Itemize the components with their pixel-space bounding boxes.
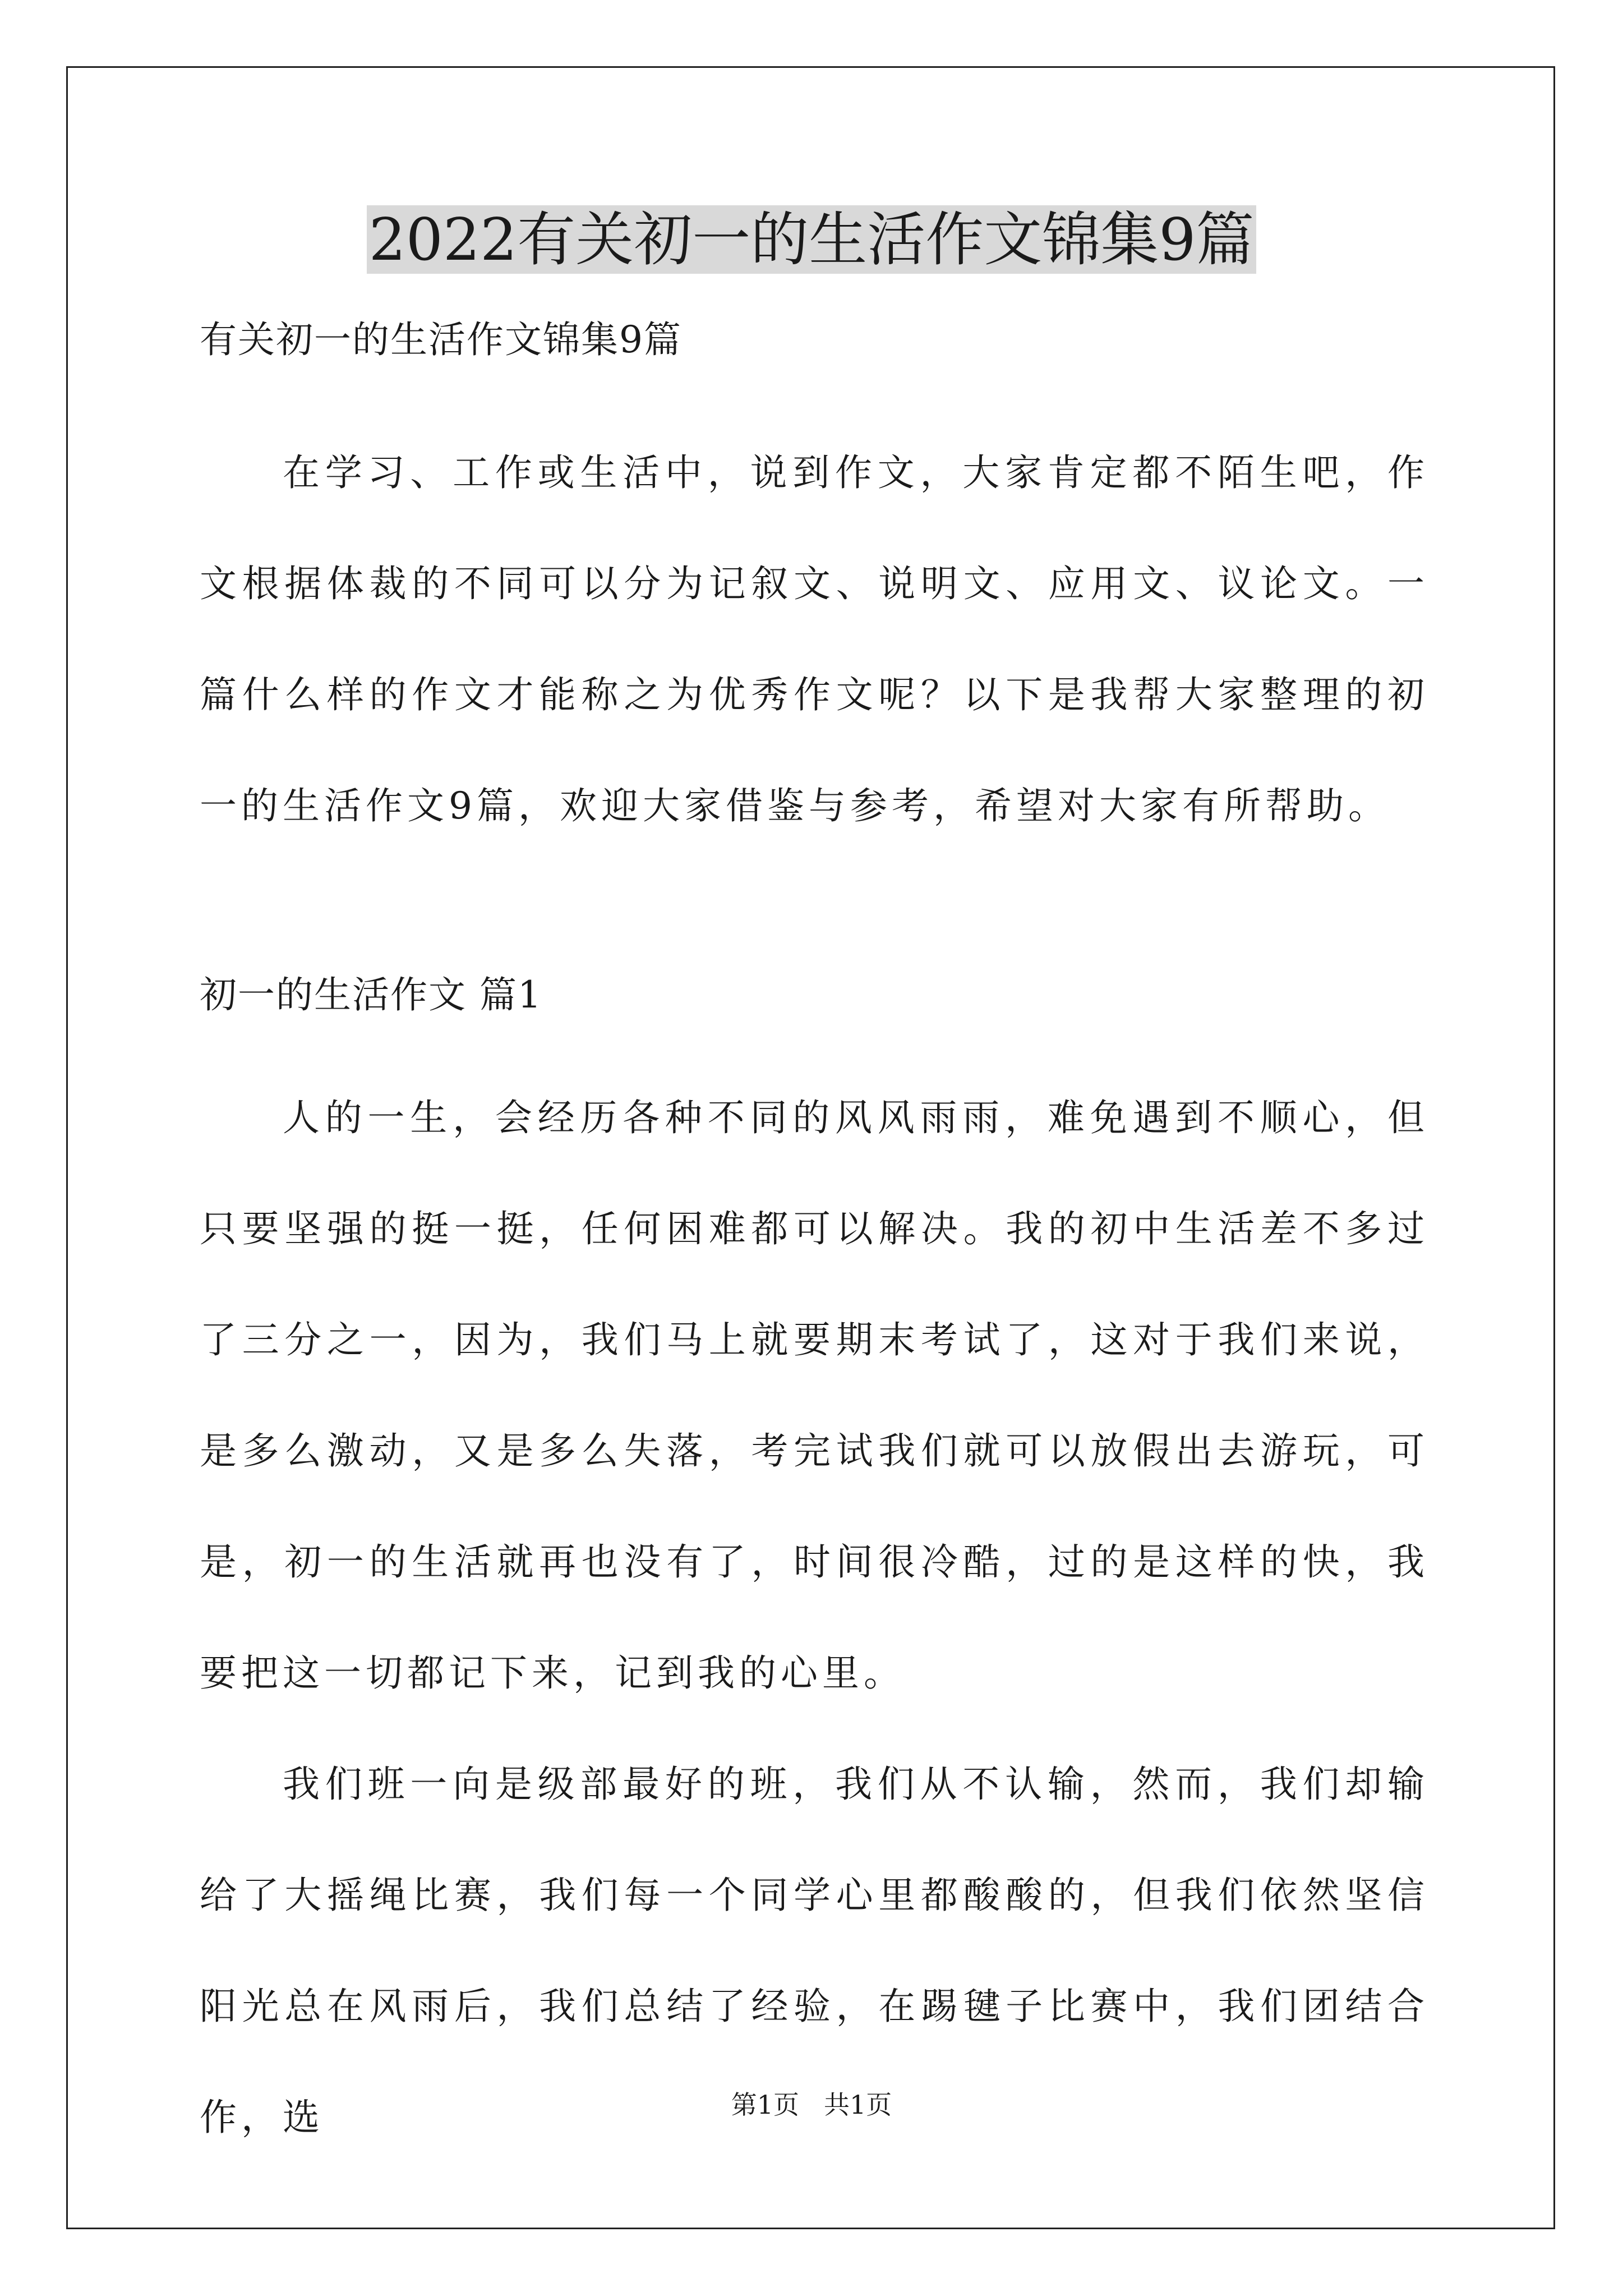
page-footer <box>0 2088 1623 2122</box>
intro-paragraph: 在学习、工作或生活中，说到作文，大家肯定都不陌生吧，作文根据体裁的不同可以分为记叙文、说明文、应用文、议论文。一篇什么样的作文才能称之为优秀作文呢？以下是我帮大家整理的初一的生活作文9篇，欢迎大家借鉴与参考，希望对大家有所帮助。 <box>200 451 1429 827</box>
document-body <box>200 312 1429 2173</box>
document-subtitle: 有关初一的生活作文锦集9篇 <box>200 318 682 361</box>
section-paragraph: 我们班一向是级部最好的班，我们从不认输，然而，我们却输给了大摇绳比赛，我们每一个同学心里都酸酸的，但我们依然坚信阳光总在风雨后，我们总结了经验，在踢毽子比赛中，我们团结合作，选 <box>200 1763 1429 2139</box>
section-paragraph: 人的一生，会经历各种不同的风风雨雨，难免遇到不顺心，但只要坚强的挺一挺，任何困难都可以解决。我的初中生活差不多过了三分之一，因为，我们马上就要期末考试了，这对于我们来说，是多么激动，又是多么失落，考完试我们就可以放假出去游玩，可是，初一的生活就再也没有了，时间很冷酷，过的是这样的快，我要把这一切都记下来，记到我的心里。 <box>200 1096 1429 1695</box>
page-number-current: 第1页 <box>731 2090 799 2120</box>
page-number-total: 共1页 <box>824 2090 892 2120</box>
document-title-text: 2022有关初一的生活作文锦集9篇 <box>367 205 1257 274</box>
section-heading: 初一的生活作文 篇1 <box>200 973 542 1016</box>
document-title <box>0 203 1623 276</box>
